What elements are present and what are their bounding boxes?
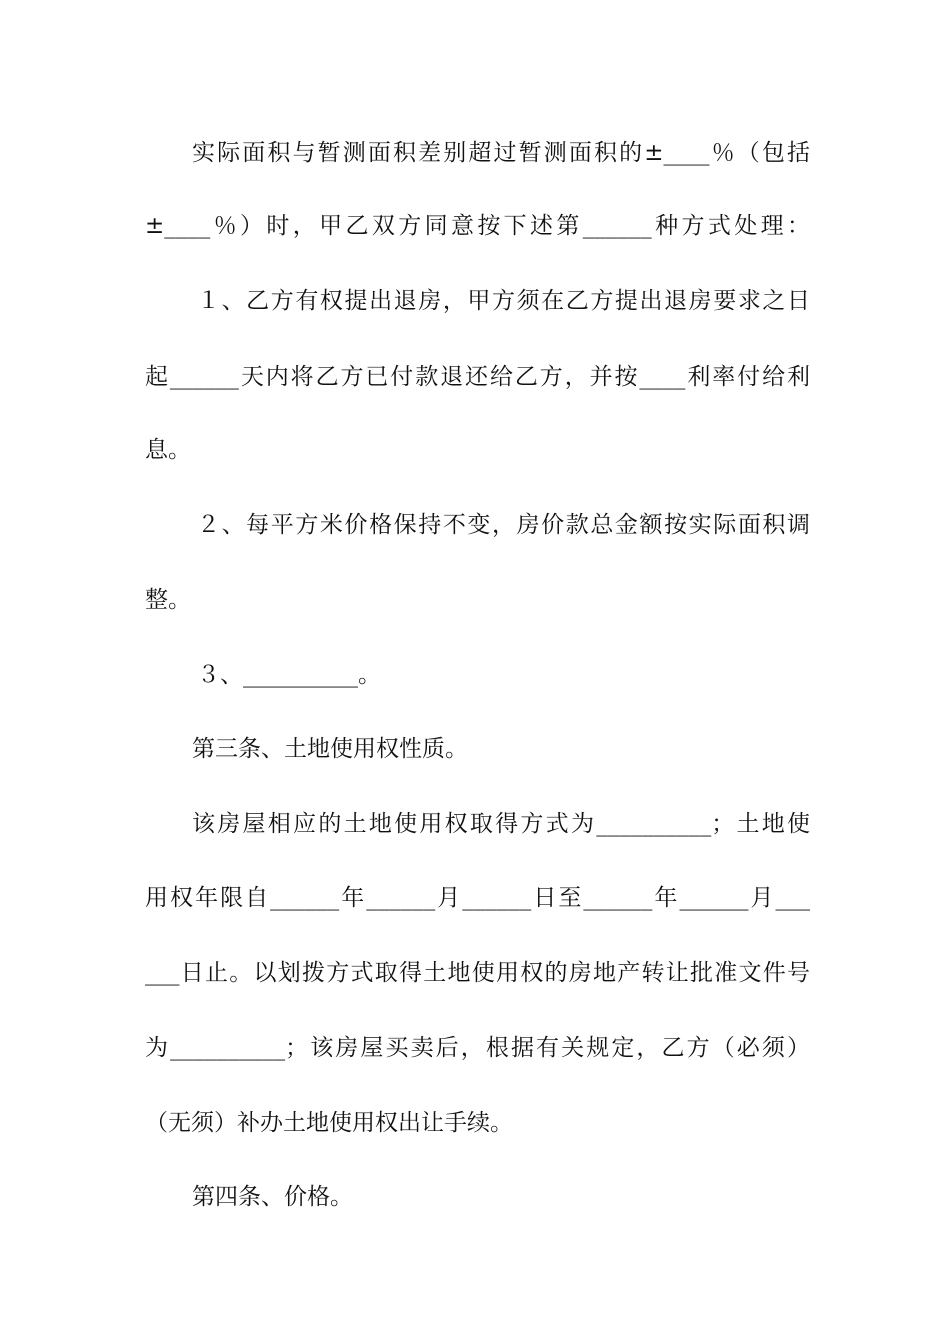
paragraph-line-2: ±____％）时，甲乙双方同意按下述第______种方式处理： (145, 213, 810, 239)
paragraph-line-11: 用权年限自______年______月______日至______年______月___ (145, 885, 810, 911)
section-heading-article-4: 第四条、价格。 (192, 1184, 353, 1210)
paragraph-line-10: 该房屋相应的土地使用权取得方式为__________；土地使 (192, 811, 810, 837)
section-heading-article-3: 第三条、土地使用权性质。 (192, 736, 468, 762)
paragraph-line-12: ___日止。以划拨方式取得土地使用权的房地产转让批准文件号 (145, 960, 810, 986)
paragraph-line-4: 起______天内将乙方已付款退还给乙方，并按____利率付给利 (145, 364, 810, 390)
paragraph-line-13: 为__________；该房屋买卖后，根据有关规定，乙方（必须） (145, 1035, 810, 1061)
paragraph-line-3: １、乙方有权提出退房，甲方须在乙方提出退房要求之日 (197, 288, 810, 314)
paragraph-line-7: 整。 (145, 587, 191, 613)
paragraph-line-14: （无须）补办土地使用权出让手续。 (145, 1110, 513, 1136)
paragraph-line-8: ３、__________。 (197, 662, 381, 688)
paragraph-line-1: 实际面积与暂测面积差别超过暂测面积的±____％（包括 (192, 140, 810, 166)
paragraph-line-5: 息。 (145, 437, 191, 463)
paragraph-line-6: ２、每平方米价格保持不变，房价款总金额按实际面积调 (197, 512, 810, 538)
